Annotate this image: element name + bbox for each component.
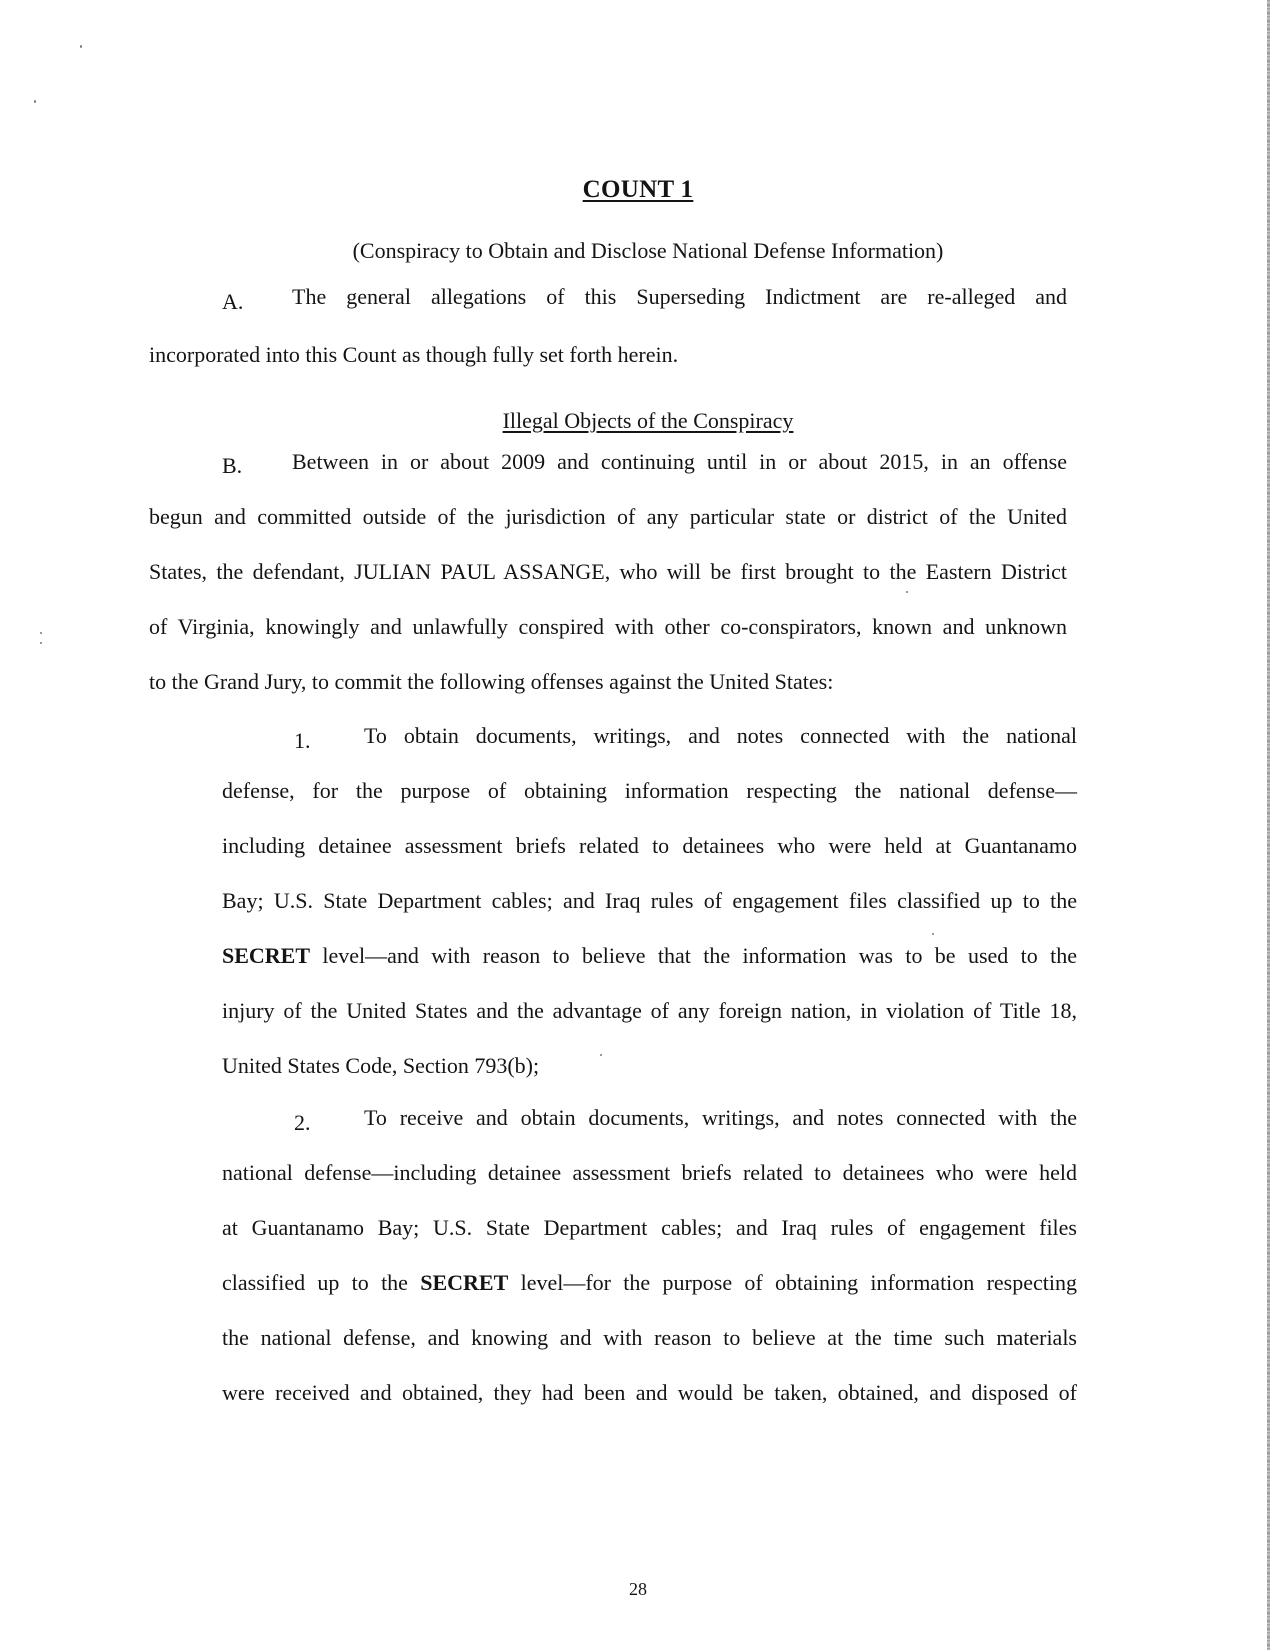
para-b-marker: B. (222, 453, 243, 478)
item-2-line-3: at Guantanamo Bay; U.S. State Department cables; and Iraq rules of engagement files (222, 1215, 1077, 1240)
item-2-line-4-lead: classified up to the (222, 1270, 421, 1295)
item-2-line-1: To receive and obtain documents, writings, and notes connected with the (364, 1105, 1077, 1130)
section-heading: Illegal Objects of the Conspiracy (502, 408, 794, 433)
para-b-line-4: of Virginia, knowingly and unlawfully conspired with other co-conspirators, known and unknown (149, 614, 1067, 639)
item-2-line-2: national defense—including detainee assessment briefs related to detainees who were held (222, 1160, 1077, 1185)
count-title: COUNT 1 (582, 176, 694, 203)
para-a-line-2: incorporated into this Count as though fully set forth herein. (149, 342, 679, 367)
item-1-line-6: injury of the United States and the advantage of any foreign nation, in violation of Title 18, (222, 998, 1077, 1023)
scan-speck (34, 100, 36, 103)
item-2-line-5: the national defense, and knowing and with reason to believe at the time such materials (222, 1325, 1077, 1350)
item-2-line-4 (222, 1270, 1077, 1296)
item-1-line-5-text: level—and with reason to believe that the information was to be used to the (310, 943, 1077, 968)
item-1-line-1: To obtain documents, writings, and notes connected with the national (364, 723, 1077, 748)
item-1-line-4: Bay; U.S. State Department cables; and Iraq rules of engagement files classified up to the (222, 888, 1077, 913)
para-a-line-1: The general allegations of this Superseding Indictment are re-alleged and (292, 284, 1067, 309)
item-1-line-2: defense, for the purpose of obtaining information respecting the national defense— (222, 778, 1077, 803)
item-2-marker: 2. (294, 1110, 311, 1135)
item-1-line-3: including detainee assessment briefs related to detainees who were held at Guantanamo (222, 833, 1077, 858)
para-a-marker: A. (222, 289, 244, 314)
scan-speck (40, 632, 42, 634)
item-1-marker: 1. (294, 728, 311, 753)
para-b-line-3: States, the defendant, JULIAN PAUL ASSANGE, who will be first brought to the Eastern District (149, 559, 1067, 584)
page-number: 28 (629, 1579, 647, 1599)
para-b-line-2: begun and committed outside of the jurisdiction of any particular state or district of the United (149, 504, 1067, 529)
secret-classification-1: SECRET (222, 943, 311, 968)
para-b-line-5: to the Grand Jury, to commit the following offenses against the United States: (149, 669, 834, 694)
scan-speck (932, 933, 934, 935)
scan-speck (40, 642, 42, 644)
item-1-line-7: United States Code, Section 793(b); (222, 1053, 540, 1078)
scan-speck (80, 45, 82, 48)
secret-classification-2: SECRET (420, 1270, 509, 1295)
item-2-line-4-text: level—for the purpose of obtaining information respecting (508, 1270, 1077, 1295)
item-1-line-5 (222, 943, 1077, 969)
item-2-line-6: were received and obtained, they had been and would be taken, obtained, and disposed of (222, 1380, 1077, 1405)
scan-speck (600, 1054, 602, 1056)
scan-speck (906, 591, 908, 593)
count-subtitle: (Conspiracy to Obtain and Disclose National Defense Information) (352, 238, 944, 263)
para-b-line-1: Between in or about 2009 and continuing until in or about 2015, in an offense (292, 449, 1067, 474)
